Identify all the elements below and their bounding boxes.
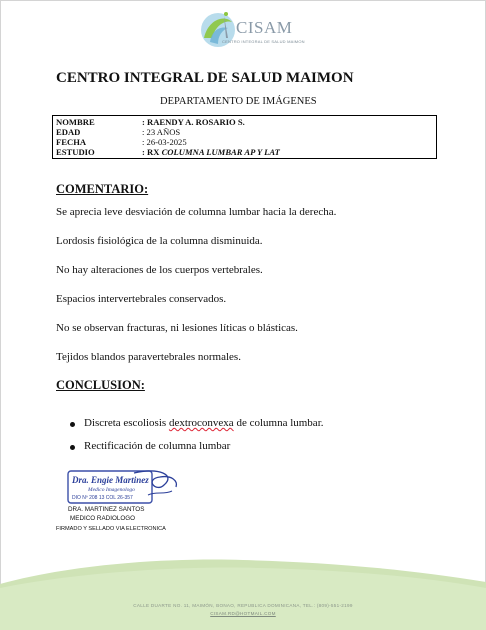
patient-info-box — [52, 115, 437, 159]
age-value: : 23 AÑOS — [142, 127, 181, 137]
study-label: ESTUDIO — [56, 147, 95, 157]
conclusion-heading: CONCLUSION: — [56, 378, 145, 392]
comentario-line: No hay alteraciones de los cuerpos vertebrales. — [56, 264, 263, 276]
study-value: COLUMNA LUMBAR AP Y LAT — [161, 147, 280, 157]
date-label: FECHA — [56, 137, 87, 147]
stamp-name: Dra. Engie Martinez — [72, 475, 149, 485]
conclusion-text-part: de columna lumbar. — [233, 417, 324, 429]
logo-wordmark: CISAM — [236, 18, 293, 37]
name-label: NOMBRE — [56, 117, 95, 127]
footer-address: CALLE DUARTE NO. 11, MAIMÓN, BONAO, REPUBLICA DOMINICANA, TEL.: (809)-551-2199 — [133, 603, 353, 608]
doctor-stamp — [64, 465, 184, 507]
logo-tagline: CENTRO INTEGRAL DE SALUD MAIMON — [222, 39, 305, 44]
comentario-line: Espacios intervertebrales conservados. — [56, 293, 227, 305]
comentario-line: Tejidos blandos paravertebrales normales. — [56, 351, 241, 363]
conclusion-text-part: Discreta escoliosis — [84, 417, 169, 429]
signer-role: MEDICO RADIOLOGO — [70, 515, 136, 522]
electronic-signature-note: FIRMADO Y SELLADO VIA ELECTRONICA — [56, 526, 166, 532]
study-prefix: : RX — [142, 147, 162, 157]
clinic-title: CENTRO INTEGRAL DE SALUD MAIMON — [56, 70, 354, 86]
conclusion-item-text: Rectificación de columna lumbar — [84, 440, 231, 452]
study-value-wrap — [142, 147, 280, 157]
stamp-id: DIO Nº 208 13 COL 26-357 — [72, 495, 133, 501]
comentario-line: No se observan fracturas, ni lesiones líticas o blásticas. — [56, 322, 298, 334]
footer-email-link[interactable]: CISAM.RD@HOTMAIL.COM — [210, 611, 276, 616]
footer-wave — [0, 558, 486, 630]
stamp-role: Medico Imagenologo — [88, 487, 135, 493]
bullet-icon — [70, 445, 75, 450]
comentario-line: Lordosis fisiológica de la columna disminuida. — [56, 235, 263, 247]
name-value: : RAENDY A. ROSARIO S. — [142, 117, 245, 127]
date-value: : 26-03-2025 — [142, 137, 187, 147]
bullet-icon — [70, 422, 75, 427]
comentario-line: Se aprecia leve desviación de columna lumbar hacia la derecha. — [56, 206, 337, 218]
spellcheck-flagged-word: dextroconvexa — [168, 417, 234, 429]
comentario-heading: COMENTARIO: — [56, 182, 149, 196]
department-title: DEPARTAMENTO DE IMÁGENES — [160, 96, 317, 107]
age-label: EDAD — [56, 127, 81, 137]
conclusion-item-text — [84, 417, 324, 429]
signer-name: DRA. MARTINEZ SANTOS — [68, 506, 145, 513]
